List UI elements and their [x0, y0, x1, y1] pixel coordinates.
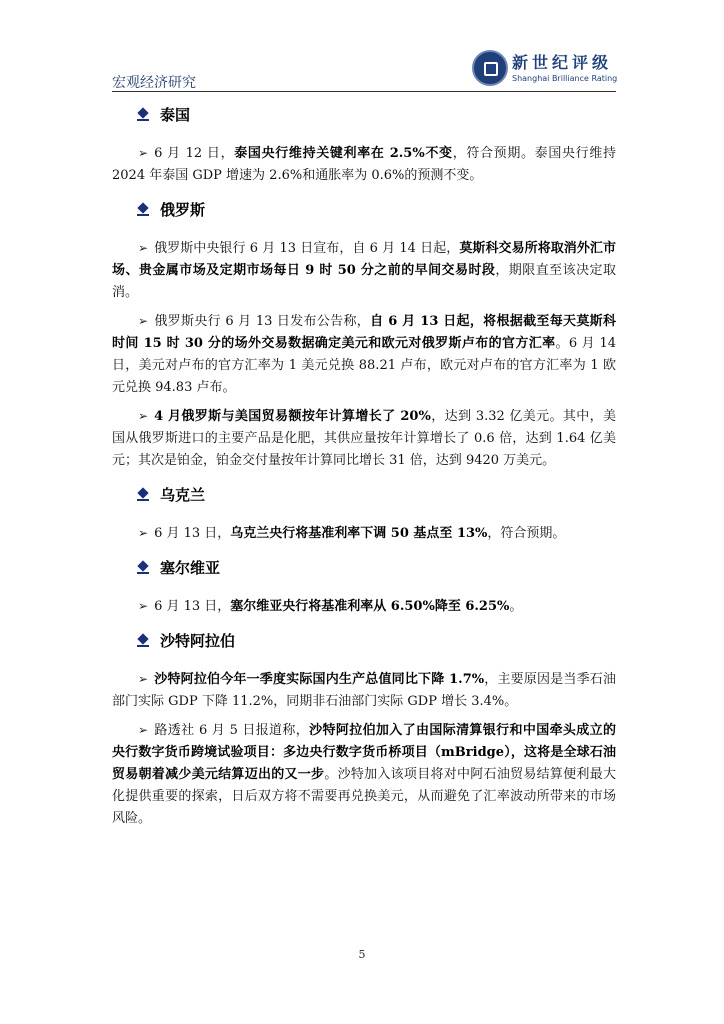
- section-heading-ukraine: [112, 482, 616, 506]
- bullet-diamond-icon: [136, 632, 150, 648]
- arrow-bullet-icon: ➢: [138, 723, 149, 737]
- logo-english-name: Shanghai Brilliance Rating: [512, 74, 618, 83]
- paragraph: ➢ 路透社 6 月 5 日报道称，沙特阿拉伯加入了由国际清算银行和中国牵头成立的央行数字货币跨境试验项目：多边央行数字货币桥项目（mBridge），这将是全球石油贸易朝着减少美元结算迈出的又一步。沙特加入该项目将对中阿石油贸易结算便利最大化提供重要的探索，日后双方将不需要再兑换美元，从而避免了汇率波动所带来的市场风险。: [112, 723, 616, 826]
- section-title: 俄罗斯: [160, 200, 206, 219]
- section-heading-serbia: [112, 555, 616, 579]
- arrow-bullet-icon: ➢: [138, 409, 149, 423]
- paragraph: ➢ 6 月 13 日，乌克兰央行将基准利率下调 50 基点至 13%，符合预期。: [138, 526, 566, 541]
- company-logo: [472, 48, 620, 90]
- section-title: 塞尔维亚: [160, 558, 221, 577]
- section-heading-saudi-arabia: [112, 628, 616, 652]
- section-title: 沙特阿拉伯: [160, 631, 236, 650]
- arrow-bullet-icon: ➢: [138, 314, 149, 328]
- section-heading-russia: [112, 197, 616, 221]
- section-title: 乌克兰: [160, 485, 206, 504]
- paragraph: ➢ 6 月 12 日，泰国央行维持关键利率在 2.5%不变，符合预期。泰国央行维持 2024 年泰国 GDP 增速为 2.6%和通胀率为 0.6%的预测不变。: [112, 146, 616, 183]
- arrow-bullet-icon: ➢: [138, 672, 149, 686]
- paragraph: ➢ 4 月俄罗斯与美国贸易额按年计算增长了 20%，达到 3.32 亿美元。其中，美国从俄罗斯进口的主要产品是化肥，其供应量按年计算增长了 0.6 倍，达到 1.64 亿美元；其次是铂金，铂金交付量按年计算同比增长 31 倍，达到 9420 万美元。: [112, 409, 616, 468]
- bullet-diamond-icon: [136, 201, 150, 217]
- paragraph: ➢ 沙特阿拉伯今年一季度实际国内生产总值同比下降 1.7%，主要原因是当季石油部门实际 GDP 下降 11.2%，同期非石油部门实际 GDP 增长 3.4%。: [112, 672, 616, 709]
- paragraph: ➢ 俄罗斯中央银行 6 月 13 日宣布，自 6 月 14 日起，莫斯科交易所将取消外汇市场、贵金属市场及定期市场每日 9 时 50 分之前的早间交易时段，期限直至该决定取消。: [112, 241, 616, 300]
- paragraph: ➢ 6 月 13 日，塞尔维亚央行将基准利率从 6.50%降至 6.25%。: [138, 599, 523, 614]
- arrow-bullet-icon: ➢: [138, 146, 149, 160]
- bullet-diamond-icon: [136, 106, 150, 122]
- section-heading-thailand: [112, 102, 616, 126]
- header-divider: [112, 91, 616, 92]
- document-body: [112, 98, 616, 836]
- page-number: 5: [358, 948, 366, 961]
- section-title: 泰国: [160, 105, 191, 124]
- paragraph: ➢ 俄罗斯央行 6 月 13 日发布公告称，自 6 月 13 日起，将根据截至每天莫斯科时间 15 时 30 分的场外交易数据确定美元和欧元对俄罗斯卢布的官方汇率。6 月 14 日，美元对卢布的官方汇率为 1 美元兑换 88.21 卢布，欧元对卢布的官方汇率为 1 欧元兑换 94.83 卢布。: [112, 314, 617, 395]
- bullet-diamond-icon: [136, 559, 150, 575]
- arrow-bullet-icon: ➢: [138, 599, 149, 613]
- header-section-label: 宏观经济研究: [112, 75, 196, 91]
- arrow-bullet-icon: ➢: [138, 241, 149, 255]
- logo-emblem-icon: [472, 50, 508, 86]
- bullet-diamond-icon: [136, 486, 150, 502]
- logo-chinese-name: 新世纪评级: [512, 53, 613, 72]
- arrow-bullet-icon: ➢: [138, 526, 149, 540]
